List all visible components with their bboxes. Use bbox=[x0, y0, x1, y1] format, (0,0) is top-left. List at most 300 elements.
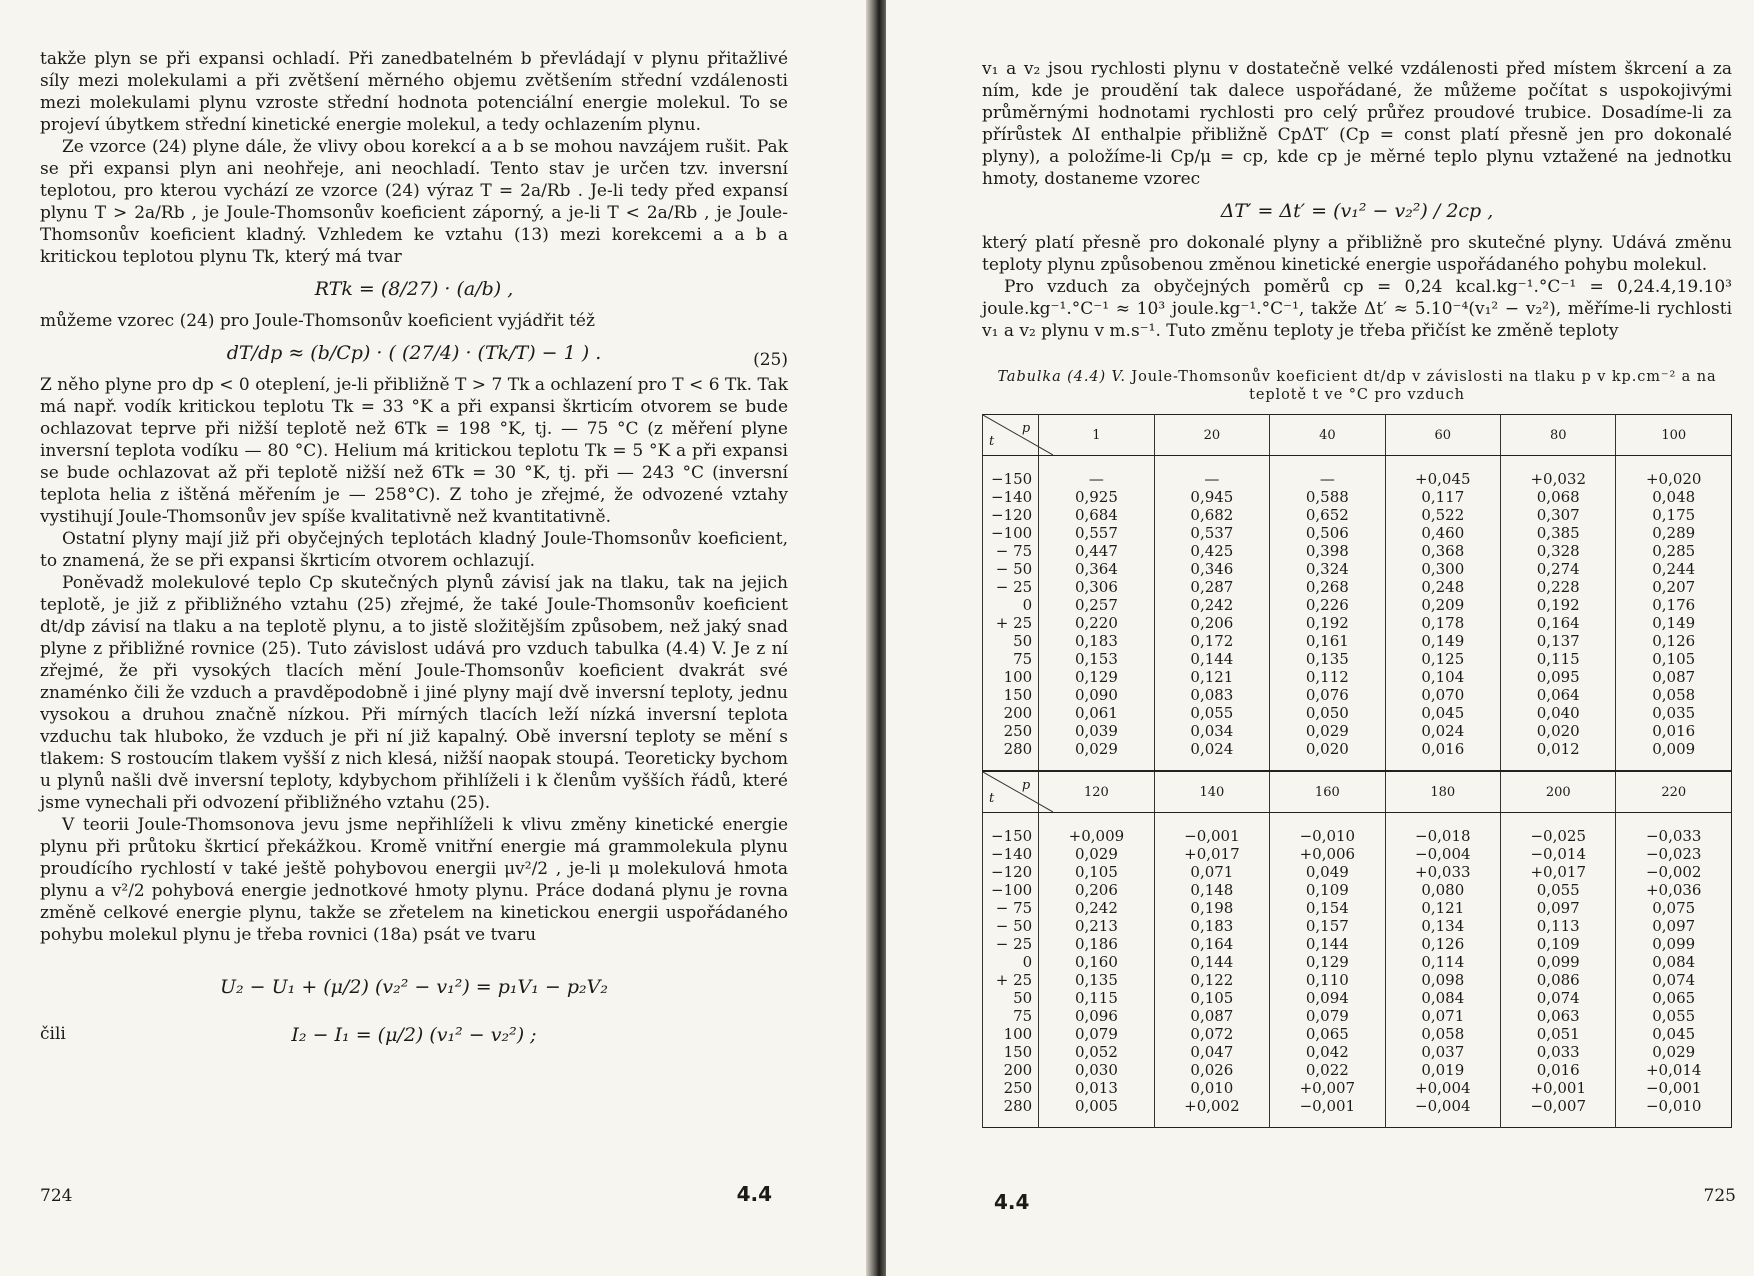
coefficient-cell: 0,274 bbox=[1501, 560, 1616, 578]
coefficient-cell: 0,034 bbox=[1154, 722, 1269, 740]
coefficient-cell: 0,328 bbox=[1501, 542, 1616, 560]
coefficient-cell: 0,033 bbox=[1501, 1043, 1616, 1061]
coefficient-cell: 0,268 bbox=[1270, 578, 1385, 596]
coefficient-cell: 0,153 bbox=[1039, 650, 1154, 668]
coefficient-cell: 0,099 bbox=[1501, 953, 1616, 971]
right-page bbox=[886, 0, 1754, 1276]
coefficient-cell: 0,080 bbox=[1385, 881, 1500, 899]
coefficient-cell: 0,063 bbox=[1501, 1007, 1616, 1025]
coefficient-cell: 0,307 bbox=[1501, 506, 1616, 524]
paragraph: takže plyn se při expansi ochladí. Při zanedbatelném b převládají v plynu přitažlivé síly mezi molekulami a při zvětšení měrného objemu zvětšením střední vzdálenosti mezi molekulami plynu vzroste střední hodnota potenciální energie molekul. To se projeví úbytkem střední kinetické energie molekul, a tedy ochlazením plynu. bbox=[40, 49, 788, 135]
pressure-header: 20 bbox=[1154, 415, 1269, 456]
temperature-cell: − 75 bbox=[983, 542, 1039, 560]
coefficient-cell: 0,186 bbox=[1039, 935, 1154, 953]
paragraph: můžeme vzorec (24) pro Joule-Thomsonův koeficient vyjádřit též bbox=[40, 311, 595, 331]
paragraph: Ze vzorce (24) plyne dále, že vlivy obou korekcí a a b se mohou navzájem rušit. Pak se při expansi plyn ani neohřeje, ani neochladí. Tento stav je určen tzv. inversní teplotou, pro kterou vychází ze vzorce (24) výraz T = 2a/Rb . Je-li tedy před expansí plynu T > 2a/Rb , je Joule-Thomsonův koeficient záporný, a je-li T < 2a/Rb , je Joule-Thomsonův koeficient kladný. Vzhledem ke vztahu (13) mezi korekcemi a a b a kritickou teplotou plynu Tk, který má tvar bbox=[40, 137, 788, 267]
coefficient-cell: 0,285 bbox=[1616, 542, 1732, 560]
coefficient-cell: 0,121 bbox=[1385, 899, 1500, 917]
coefficient-cell: 0,042 bbox=[1270, 1043, 1385, 1061]
coefficient-cell: 0,425 bbox=[1154, 542, 1269, 560]
coefficient-cell: 0,135 bbox=[1039, 971, 1154, 989]
coefficient-cell: 0,137 bbox=[1501, 632, 1616, 650]
coefficient-cell: −0,025 bbox=[1501, 813, 1616, 846]
temperature-cell: 50 bbox=[983, 989, 1039, 1007]
coefficient-cell: 0,115 bbox=[1039, 989, 1154, 1007]
coefficient-cell: 0,079 bbox=[1039, 1025, 1154, 1043]
coefficient-cell: 0,029 bbox=[1039, 845, 1154, 863]
equation-25-body: dT/dp ≈ (b/Cp) · ( (27/4) · (Tk/T) − 1 ) . bbox=[226, 342, 602, 364]
coefficient-cell: 0,149 bbox=[1385, 632, 1500, 650]
coefficient-cell: 0,019 bbox=[1385, 1061, 1500, 1079]
coefficient-cell: +0,006 bbox=[1270, 845, 1385, 863]
temperature-cell: − 50 bbox=[983, 560, 1039, 578]
table-row bbox=[983, 1061, 1732, 1079]
coefficient-cell: 0,157 bbox=[1270, 917, 1385, 935]
coefficient-cell: 0,161 bbox=[1270, 632, 1385, 650]
coefficient-cell: 0,090 bbox=[1039, 686, 1154, 704]
coefficient-cell: −0,007 bbox=[1501, 1097, 1616, 1128]
table-row bbox=[983, 881, 1732, 899]
equation-enthalpy bbox=[40, 1024, 788, 1046]
coefficient-cell: 0,192 bbox=[1270, 614, 1385, 632]
coefficient-cell: 0,537 bbox=[1154, 524, 1269, 542]
coefficient-cell: 0,126 bbox=[1616, 632, 1732, 650]
table-row bbox=[983, 722, 1732, 740]
coefficient-cell: 0,172 bbox=[1154, 632, 1269, 650]
coefficient-cell: 0,385 bbox=[1501, 524, 1616, 542]
coefficient-cell: 0,176 bbox=[1616, 596, 1732, 614]
pressure-axis-label: p bbox=[1021, 421, 1031, 436]
paragraph: Poněvadž molekulové teplo Cp skutečných plynů závisí jak na tlaku, tak na jejich teplotě, je již z přibližného vztahu (25) zřejmé, že také Joule-Thomsonův koeficient dt/dp závisí na tlaku a na teplotě plynu, a to jistě složitějším způsobem, než jaký snad plyne z přibližné rovnice (25). Tuto závislost udává pro vzduch tabulka (4.4) V. Je z ní zřejmé, že při vysokých tlacích mění Joule-Thomsonův koeficient dvakrát své znaménko čili že vzduch a pravděpodobně i jiné plyny mají dvě inversní teploty, jednu vysokou a druhou značně nízkou. Při mírných tlacích leží nízká inversní teplota vzduchu tak hluboko, že vzduch je při ní již kapalný. Obě inversní teploty se mění s tlakem: S rostoucím tlakem vyšší z nich klesá, nižší naopak stoupá. Teoreticky bychom u plynů našli dvě inversní teploty, kdybychom přihlíželi i k členům vyšších řádů, které jsme vynechali při odvození přibližného vztahu (25). bbox=[40, 573, 788, 813]
coefficient-cell: 0,074 bbox=[1501, 989, 1616, 1007]
coefficient-cell: 0,098 bbox=[1385, 971, 1500, 989]
coefficient-cell: +0,001 bbox=[1501, 1079, 1616, 1097]
coefficient-cell: 0,122 bbox=[1154, 971, 1269, 989]
coefficient-cell: 0,071 bbox=[1154, 863, 1269, 881]
pressure-header: 100 bbox=[1616, 415, 1732, 456]
coefficient-cell: −0,010 bbox=[1270, 813, 1385, 846]
section-tag: 4.4 bbox=[736, 1182, 772, 1206]
coefficient-cell: 0,013 bbox=[1039, 1079, 1154, 1097]
coefficient-cell: 0,588 bbox=[1270, 488, 1385, 506]
temperature-cell: 280 bbox=[983, 740, 1039, 771]
coefficient-cell: 0,506 bbox=[1270, 524, 1385, 542]
coefficient-cell: +0,007 bbox=[1270, 1079, 1385, 1097]
coefficient-cell: 0,029 bbox=[1039, 740, 1154, 771]
pressure-header: 200 bbox=[1501, 771, 1616, 813]
coefficient-cell: 0,346 bbox=[1154, 560, 1269, 578]
temperature-cell: 250 bbox=[983, 1079, 1039, 1097]
table-header-row bbox=[983, 771, 1732, 813]
paragraph: který platí přesně pro dokonalé plyny a přibližně pro skutečné plyny. Udává změnu teploty plynu způsobenou změnou kinetické energie uspořádaného pohybu molekul. bbox=[982, 233, 1732, 275]
coefficient-cell: 0,164 bbox=[1501, 614, 1616, 632]
coefficient-cell: 0,068 bbox=[1501, 488, 1616, 506]
table-corner-cell bbox=[983, 771, 1039, 813]
coefficient-cell: 0,684 bbox=[1039, 506, 1154, 524]
coefficient-cell: −0,004 bbox=[1385, 845, 1500, 863]
coefficient-cell: 0,065 bbox=[1270, 1025, 1385, 1043]
coefficient-cell: −0,033 bbox=[1616, 813, 1732, 846]
coefficient-cell: 0,945 bbox=[1154, 488, 1269, 506]
table-header-row bbox=[983, 415, 1732, 456]
paragraph: Ostatní plyny mají již při obyčejných teplotách kladný Joule-Thomsonův koeficient, to znamená, že se při expansi škrticím otvorem ochlazují. bbox=[40, 529, 788, 571]
page-number: 724 bbox=[40, 1186, 73, 1206]
table-row bbox=[983, 917, 1732, 935]
coefficient-cell: 0,097 bbox=[1501, 899, 1616, 917]
temperature-cell: 150 bbox=[983, 1043, 1039, 1061]
coefficient-cell: 0,206 bbox=[1154, 614, 1269, 632]
coefficient-cell: 0,024 bbox=[1154, 740, 1269, 771]
coefficient-cell: 0,557 bbox=[1039, 524, 1154, 542]
coefficient-cell: 0,178 bbox=[1385, 614, 1500, 632]
coefficient-cell: 0,154 bbox=[1270, 899, 1385, 917]
coefficient-cell: 0,071 bbox=[1385, 1007, 1500, 1025]
coefficient-cell: 0,129 bbox=[1270, 953, 1385, 971]
temperature-cell: + 25 bbox=[983, 971, 1039, 989]
table-row bbox=[983, 845, 1732, 863]
coefficient-cell: 0,126 bbox=[1385, 935, 1500, 953]
coefficient-cell: 0,144 bbox=[1154, 953, 1269, 971]
coefficient-cell: 0,061 bbox=[1039, 704, 1154, 722]
coefficient-cell: −0,004 bbox=[1385, 1097, 1500, 1128]
temperature-cell: −150 bbox=[983, 813, 1039, 846]
coefficient-cell: −0,010 bbox=[1616, 1097, 1732, 1128]
table-row bbox=[983, 632, 1732, 650]
coefficient-cell: 0,020 bbox=[1270, 740, 1385, 771]
coefficient-cell: 0,016 bbox=[1385, 740, 1500, 771]
coefficient-cell: 0,248 bbox=[1385, 578, 1500, 596]
coefficient-cell: +0,004 bbox=[1385, 1079, 1500, 1097]
coefficient-cell: 0,051 bbox=[1501, 1025, 1616, 1043]
temperature-cell: 100 bbox=[983, 1025, 1039, 1043]
coefficient-cell: 0,086 bbox=[1501, 971, 1616, 989]
table-row bbox=[983, 740, 1732, 771]
table-row bbox=[983, 989, 1732, 1007]
temperature-cell: 75 bbox=[983, 650, 1039, 668]
section-tag: 4.4 bbox=[994, 1190, 1030, 1214]
pressure-header: 1 bbox=[1039, 415, 1154, 456]
coefficient-cell: 0,164 bbox=[1154, 935, 1269, 953]
coefficient-cell: 0,095 bbox=[1501, 668, 1616, 686]
table-row bbox=[983, 614, 1732, 632]
coefficient-cell: 0,148 bbox=[1154, 881, 1269, 899]
pressure-header: 180 bbox=[1385, 771, 1500, 813]
coefficient-cell: 0,925 bbox=[1039, 488, 1154, 506]
coefficient-cell: 0,110 bbox=[1270, 971, 1385, 989]
coefficient-cell: 0,105 bbox=[1039, 863, 1154, 881]
coefficient-cell: — bbox=[1270, 456, 1385, 489]
coefficient-cell: 0,009 bbox=[1616, 740, 1732, 771]
coefficient-cell: 0,058 bbox=[1385, 1025, 1500, 1043]
table-row bbox=[983, 863, 1732, 881]
coefficient-cell: 0,083 bbox=[1154, 686, 1269, 704]
temperature-axis-label: t bbox=[989, 791, 995, 806]
coefficient-cell: 0,045 bbox=[1385, 704, 1500, 722]
coefficient-cell: 0,035 bbox=[1616, 704, 1732, 722]
coefficient-cell: 0,175 bbox=[1616, 506, 1732, 524]
coefficient-cell: 0,135 bbox=[1270, 650, 1385, 668]
coefficient-cell: 0,074 bbox=[1616, 971, 1732, 989]
temperature-cell: −150 bbox=[983, 456, 1039, 489]
coefficient-cell: 0,213 bbox=[1039, 917, 1154, 935]
coefficient-cell: +0,017 bbox=[1154, 845, 1269, 863]
table-row bbox=[983, 560, 1732, 578]
coefficient-cell: 0,094 bbox=[1270, 989, 1385, 1007]
table-row bbox=[983, 935, 1732, 953]
coefficient-cell: 0,096 bbox=[1039, 1007, 1154, 1025]
coefficient-cell: 0,012 bbox=[1501, 740, 1616, 771]
equation-energy: U₂ − U₁ + (μ/2) (v₂² − v₁²) = p₁V₁ − p₂V₂ bbox=[220, 976, 608, 998]
paragraph: Pro vzduch za obyčejných poměrů cp = 0,24 kcal.kg⁻¹.°C⁻¹ = 0,24.4,19.10³ joule.kg⁻¹.°C⁻¹ ≈ 10³ joule.kg⁻¹.°C⁻¹, takže Δt′ ≈ 5.10⁻⁴(v₁² − v₂²), měříme-li rychlosti v₁ a v₂ plynu v m.s⁻¹. Tuto změnu teploty je třeba přičíst ke změně teploty bbox=[982, 277, 1732, 341]
coefficient-cell: 0,144 bbox=[1270, 935, 1385, 953]
table-row bbox=[983, 1079, 1732, 1097]
coefficient-cell: 0,049 bbox=[1270, 863, 1385, 881]
coefficient-cell: 0,242 bbox=[1154, 596, 1269, 614]
coefficient-cell: 0,058 bbox=[1616, 686, 1732, 704]
coefficient-cell: 0,039 bbox=[1039, 722, 1154, 740]
coefficient-cell: 0,192 bbox=[1501, 596, 1616, 614]
temperature-cell: 0 bbox=[983, 596, 1039, 614]
coefficient-cell: 0,198 bbox=[1154, 899, 1269, 917]
coefficient-cell: 0,105 bbox=[1616, 650, 1732, 668]
coefficient-cell: 0,183 bbox=[1039, 632, 1154, 650]
table-row bbox=[983, 596, 1732, 614]
pressure-header: 40 bbox=[1270, 415, 1385, 456]
coefficient-cell: 0,289 bbox=[1616, 524, 1732, 542]
coefficient-cell: 0,257 bbox=[1039, 596, 1154, 614]
pressure-header: 60 bbox=[1385, 415, 1500, 456]
coefficient-cell: +0,045 bbox=[1385, 456, 1500, 489]
equation-number: (25) bbox=[753, 350, 788, 370]
coefficient-cell: 0,022 bbox=[1270, 1061, 1385, 1079]
temperature-cell: 0 bbox=[983, 953, 1039, 971]
coefficient-cell: 0,242 bbox=[1039, 899, 1154, 917]
coefficient-cell: 0,306 bbox=[1039, 578, 1154, 596]
coefficient-cell: 0,104 bbox=[1385, 668, 1500, 686]
coefficient-cell: 0,207 bbox=[1616, 578, 1732, 596]
coefficient-cell: 0,682 bbox=[1154, 506, 1269, 524]
coefficient-cell: 0,324 bbox=[1270, 560, 1385, 578]
coefficient-cell: 0,099 bbox=[1616, 935, 1732, 953]
coefficient-cell: 0,652 bbox=[1270, 506, 1385, 524]
coefficient-cell: 0,109 bbox=[1501, 935, 1616, 953]
coefficient-cell: 0,447 bbox=[1039, 542, 1154, 560]
paragraph: Z něho plyne pro dp < 0 oteplení, je-li přibližně T > 7 Tk a ochlazení pro T < 6 Tk. Tak má např. vodík kritickou teplotu Tk = 33 °K a při expansi škrticím otvorem se bude ochlazovat teprve při nižší teplotě než 6Tk = 198 °K, tj. — 75 °C (z měření plyne inversní teplota vodíku — 80 °C). Helium má kritickou teplotu Tk = 5 °K a při expansi se bude ochlazovat až při teplotě nižší než 6Tk = 30 °K, tj. při — 243 °C (inversní teplota helia z ištěná měřením je — 258°C). Z toho je zřejmé, že odvozené vztahy vystihují Joule-Thomsonův jev spíše kvalitativně než kvantitativně. bbox=[40, 375, 788, 527]
table-row bbox=[983, 899, 1732, 917]
table-corner-cell bbox=[983, 415, 1039, 456]
temperature-cell: − 50 bbox=[983, 917, 1039, 935]
coefficient-cell: 0,117 bbox=[1385, 488, 1500, 506]
coefficient-cell: 0,029 bbox=[1270, 722, 1385, 740]
pressure-header: 160 bbox=[1270, 771, 1385, 813]
coefficient-cell: 0,005 bbox=[1039, 1097, 1154, 1128]
coefficient-cell: 0,040 bbox=[1501, 704, 1616, 722]
temperature-axis-label: t bbox=[989, 434, 995, 449]
table-row bbox=[983, 578, 1732, 596]
table-row bbox=[983, 813, 1732, 846]
coefficient-cell: 0,113 bbox=[1501, 917, 1616, 935]
coefficient-cell: 0,079 bbox=[1270, 1007, 1385, 1025]
table-row bbox=[983, 506, 1732, 524]
pressure-header: 120 bbox=[1039, 771, 1154, 813]
coefficient-cell: 0,115 bbox=[1501, 650, 1616, 668]
coefficient-cell: 0,114 bbox=[1385, 953, 1500, 971]
coefficient-cell: 0,016 bbox=[1501, 1061, 1616, 1079]
coefficient-cell: 0,076 bbox=[1270, 686, 1385, 704]
coefficient-cell: 0,134 bbox=[1385, 917, 1500, 935]
coefficient-cell: 0,160 bbox=[1039, 953, 1154, 971]
coefficient-cell: −0,014 bbox=[1501, 845, 1616, 863]
coefficient-cell: 0,055 bbox=[1154, 704, 1269, 722]
temperature-cell: 150 bbox=[983, 686, 1039, 704]
coefficient-cell: 0,244 bbox=[1616, 560, 1732, 578]
coefficient-cell: 0,097 bbox=[1616, 917, 1732, 935]
table-row bbox=[983, 1007, 1732, 1025]
coefficient-cell: 0,368 bbox=[1385, 542, 1500, 560]
coefficient-cell: 0,129 bbox=[1039, 668, 1154, 686]
temperature-cell: 250 bbox=[983, 722, 1039, 740]
pressure-header: 220 bbox=[1616, 771, 1732, 813]
coefficient-cell: −0,018 bbox=[1385, 813, 1500, 846]
temperature-cell: 100 bbox=[983, 668, 1039, 686]
coefficient-cell: 0,052 bbox=[1039, 1043, 1154, 1061]
coefficient-cell: +0,014 bbox=[1616, 1061, 1732, 1079]
coefficient-cell: 0,087 bbox=[1154, 1007, 1269, 1025]
coefficient-cell: +0,017 bbox=[1501, 863, 1616, 881]
table-row bbox=[983, 1025, 1732, 1043]
paragraph: V teorii Joule-Thomsonova jevu jsme nepřihlíželi k vlivu změny kinetické energie plynu při průtoku škrticí překážkou. Kromě vnitřní energie má grammolekula plynu proudícího rychlostí v také ještě pohybovou energii μv²/2 , je-li μ molekulová hmota plynu a v²/2 pohybová energie jednotkové hmoty plynu. Práce dodaná plynu je rovna změně celkové energie plynu, takže se zřetelem na kinetickou energii uspořádaného pohybu molekul plynu je třeba rovnici (18a) psát ve tvaru bbox=[40, 815, 788, 945]
table-row bbox=[983, 488, 1732, 506]
coefficient-cell: 0,037 bbox=[1385, 1043, 1500, 1061]
coefficient-cell: 0,300 bbox=[1385, 560, 1500, 578]
coefficient-cell: 0,209 bbox=[1385, 596, 1500, 614]
cili-label: čili bbox=[40, 1024, 66, 1044]
coefficient-cell: 0,024 bbox=[1385, 722, 1500, 740]
table-caption-text: Joule-Thomsonův koeficient dt/dp v závislosti na tlaku p v kp.cm⁻² a na teplotě t ve °C pro vzduch bbox=[1131, 369, 1717, 403]
coefficient-cell: — bbox=[1154, 456, 1269, 489]
coefficient-cell: 0,030 bbox=[1039, 1061, 1154, 1079]
coefficient-cell: 0,055 bbox=[1501, 881, 1616, 899]
temperature-cell: −140 bbox=[983, 845, 1039, 863]
coefficient-cell: +0,020 bbox=[1616, 456, 1732, 489]
equation-delta-t: ΔT′ = Δt′ = (v₁² − v₂²) / 2cp , bbox=[1220, 200, 1494, 222]
table-row bbox=[983, 650, 1732, 668]
temperature-cell: 200 bbox=[983, 1061, 1039, 1079]
temperature-cell: −120 bbox=[983, 506, 1039, 524]
table-caption bbox=[982, 368, 1732, 404]
coefficient-cell: −0,001 bbox=[1154, 813, 1269, 846]
equation-enthalpy-body: I₂ − I₁ = (μ/2) (v₁² − v₂²) ; bbox=[291, 1024, 537, 1046]
coefficient-cell: 0,047 bbox=[1154, 1043, 1269, 1061]
equation-25 bbox=[40, 342, 788, 370]
coefficient-cell: −0,023 bbox=[1616, 845, 1732, 863]
coefficient-cell: 0,084 bbox=[1616, 953, 1732, 971]
coefficient-cell: 0,183 bbox=[1154, 917, 1269, 935]
coefficient-cell: 0,121 bbox=[1154, 668, 1269, 686]
coefficient-cell: 0,029 bbox=[1616, 1043, 1732, 1061]
pressure-axis-label: p bbox=[1021, 778, 1031, 793]
coefficient-cell: +0,002 bbox=[1154, 1097, 1269, 1128]
coefficient-cell: 0,460 bbox=[1385, 524, 1500, 542]
table-row bbox=[983, 524, 1732, 542]
temperature-cell: 280 bbox=[983, 1097, 1039, 1128]
coefficient-cell: +0,036 bbox=[1616, 881, 1732, 899]
coefficient-cell: 0,109 bbox=[1270, 881, 1385, 899]
temperature-cell: 50 bbox=[983, 632, 1039, 650]
table-row bbox=[983, 542, 1732, 560]
coefficient-cell: — bbox=[1039, 456, 1154, 489]
table-row bbox=[983, 456, 1732, 489]
temperature-cell: − 75 bbox=[983, 899, 1039, 917]
left-page bbox=[0, 0, 872, 1276]
coefficient-cell: 0,522 bbox=[1385, 506, 1500, 524]
table-row bbox=[983, 668, 1732, 686]
coefficient-cell: 0,072 bbox=[1154, 1025, 1269, 1043]
coefficient-cell: +0,009 bbox=[1039, 813, 1154, 846]
temperature-cell: −120 bbox=[983, 863, 1039, 881]
temperature-cell: 75 bbox=[983, 1007, 1039, 1025]
coefficient-cell: 0,398 bbox=[1270, 542, 1385, 560]
coefficient-cell: 0,064 bbox=[1501, 686, 1616, 704]
coefficient-cell: 0,149 bbox=[1616, 614, 1732, 632]
coefficient-cell: 0,075 bbox=[1616, 899, 1732, 917]
coefficient-cell: 0,206 bbox=[1039, 881, 1154, 899]
coefficient-cell: 0,050 bbox=[1270, 704, 1385, 722]
coefficient-cell: 0,010 bbox=[1154, 1079, 1269, 1097]
coefficient-cell: 0,144 bbox=[1154, 650, 1269, 668]
coefficient-cell: 0,125 bbox=[1385, 650, 1500, 668]
coefficient-cell: 0,228 bbox=[1501, 578, 1616, 596]
temperature-cell: −100 bbox=[983, 524, 1039, 542]
coefficient-cell: 0,020 bbox=[1501, 722, 1616, 740]
coefficient-cell: 0,084 bbox=[1385, 989, 1500, 1007]
coefficient-cell: −0,002 bbox=[1616, 863, 1732, 881]
temperature-cell: −100 bbox=[983, 881, 1039, 899]
coefficient-cell: +0,032 bbox=[1501, 456, 1616, 489]
coefficient-cell: 0,364 bbox=[1039, 560, 1154, 578]
coefficient-cell: 0,065 bbox=[1616, 989, 1732, 1007]
temperature-cell: − 25 bbox=[983, 935, 1039, 953]
coefficient-cell: 0,016 bbox=[1616, 722, 1732, 740]
pressure-header: 80 bbox=[1501, 415, 1616, 456]
table-row bbox=[983, 971, 1732, 989]
coefficient-cell: 0,105 bbox=[1154, 989, 1269, 1007]
coefficient-cell: 0,048 bbox=[1616, 488, 1732, 506]
coefficient-cell: +0,033 bbox=[1385, 863, 1500, 881]
coefficient-cell: 0,045 bbox=[1616, 1025, 1732, 1043]
table-row bbox=[983, 704, 1732, 722]
coefficient-cell: −0,001 bbox=[1616, 1079, 1732, 1097]
joule-thomson-table bbox=[982, 414, 1732, 1128]
coefficient-cell: 0,220 bbox=[1039, 614, 1154, 632]
table-row bbox=[983, 953, 1732, 971]
coefficient-cell: 0,026 bbox=[1154, 1061, 1269, 1079]
coefficient-cell: 0,087 bbox=[1616, 668, 1732, 686]
table-row bbox=[983, 1043, 1732, 1061]
coefficient-cell: 0,112 bbox=[1270, 668, 1385, 686]
temperature-cell: + 25 bbox=[983, 614, 1039, 632]
coefficient-cell: −0,001 bbox=[1270, 1097, 1385, 1128]
coefficient-cell: 0,070 bbox=[1385, 686, 1500, 704]
temperature-cell: 200 bbox=[983, 704, 1039, 722]
coefficient-cell: 0,226 bbox=[1270, 596, 1385, 614]
temperature-cell: − 25 bbox=[983, 578, 1039, 596]
coefficient-cell: 0,287 bbox=[1154, 578, 1269, 596]
paragraph: v₁ a v₂ jsou rychlosti plynu v dostatečně velké vzdálenosti před místem škrcení a za ním, kde je proudění tak dalece uspořádané, že můžeme počítat s uspokojivými průměrnými hodnotami rychlosti pro celý průřez proudové trubice. Dosadíme-li za přírůstek ΔI enthalpie přibližně CpΔT′ (Cp = const platí přesně jen pro dokonalé plyny), a položíme-li Cp/μ = cp, kde cp je měrné teplo plynu vztažené na jednotku hmoty, dostaneme vzorec bbox=[982, 59, 1732, 189]
equation-rtk: RTk = (8/27) · (a/b) , bbox=[314, 278, 514, 300]
page-number: 725 bbox=[1703, 1186, 1736, 1206]
coefficient-cell: 0,055 bbox=[1616, 1007, 1732, 1025]
